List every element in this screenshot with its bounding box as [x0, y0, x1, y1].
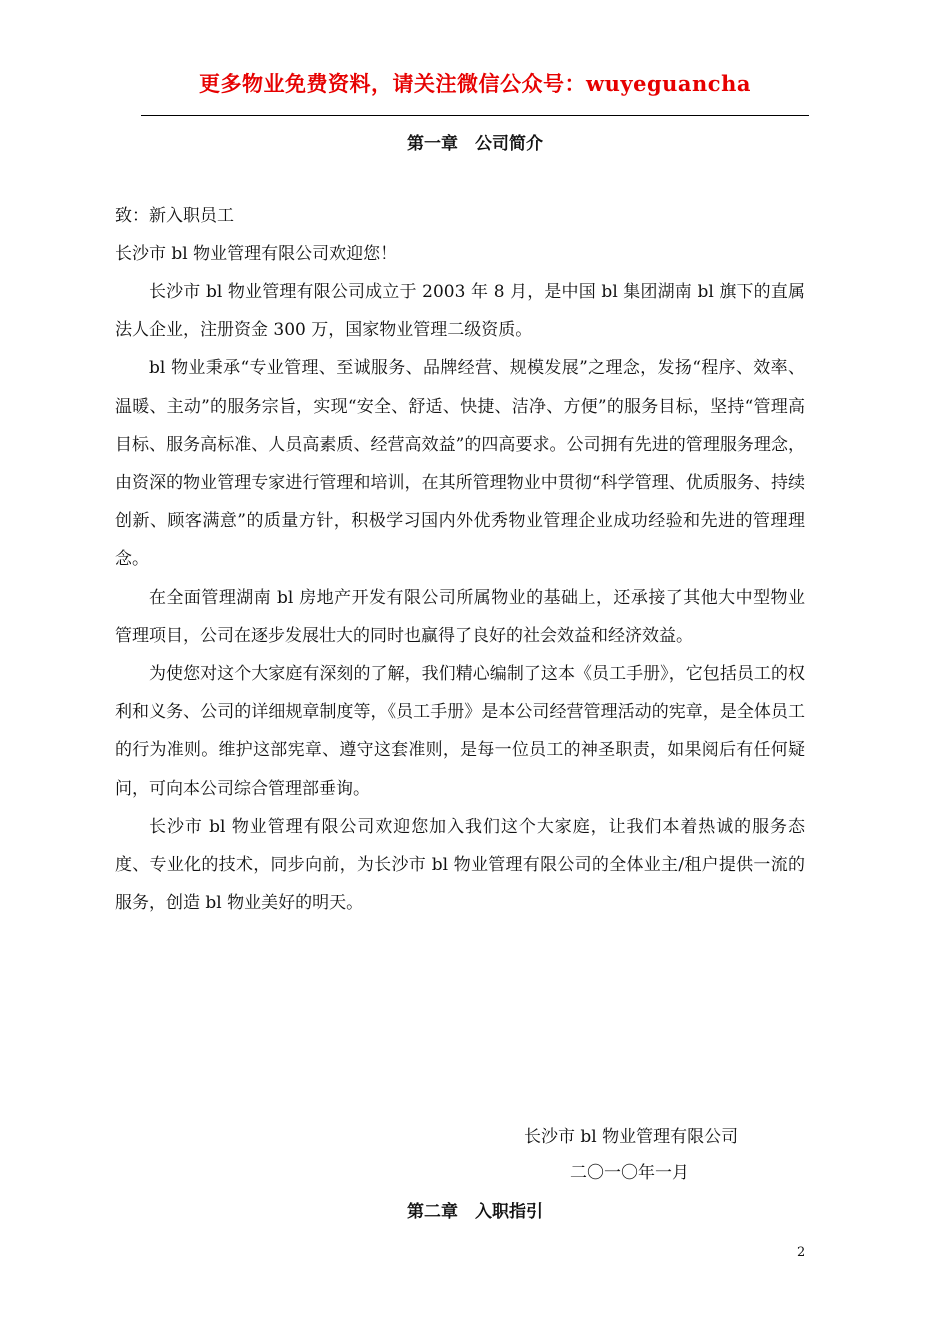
promo-banner: 更多物业免费资料，请关注微信公众号：wuyeguancha — [199, 71, 751, 96]
chapter-2-title: 第二章 入职指引 — [407, 1202, 543, 1222]
signature-date: 二〇一〇年一月 — [570, 1163, 689, 1183]
paragraph-company-intro: 长沙市 bl 物业管理有限公司成立于 2003 年 8 月，是中国 bl 集团湖南 bl 旗下的直属法人企业，注册资金 300 万，国家物业管理二级资质。 — [115, 282, 805, 341]
greeting-addressee: 致：新入职员工 — [115, 206, 234, 226]
paragraph-welcome-closing: 长沙市 bl 物业管理有限公司欢迎您加入我们这个大家庭，让我们本着热诚的服务态度、专业化的技术，同步向前，为长沙市 bl 物业管理有限公司的全体业主/租户提供一流的服务，创造 bl 物业美好的明天。 — [115, 816, 805, 914]
paragraph-handbook: 为使您对这个大家庭有深刻的了解，我们精心编制了这本《员工手册》，它包括员工的权利和义务、公司的详细规章制度等，《员工手册》是本公司经营管理活动的宪章，是全体员工的行为准则。维护这部宪章、遵守这套准则，是每一位员工的神圣职责，如果阅后有任何疑问，可向本公司综合管理部垂询。 — [115, 664, 805, 799]
paragraph-philosophy: bl 物业秉承“专业管理、至诚服务、品牌经营、规模发展”之理念，发扬“程序、效率、温暖、主动”的服务宗旨，实现“安全、舒适、快捷、洁净、方便”的服务目标，坚持“管理高目标、服务高标准、人员高素质、经营高效益”的四高要求。公司拥有先进的管理服务理念，由资深的物业管理专家进行管理和培训，在其所管理物业中贯彻“科学管理、优质服务、持续创新、顾客满意”的质量方针，积极学习国内外优秀物业管理企业成功经验和先进的管理理念。 — [115, 358, 805, 570]
page-number: 2 — [797, 1245, 806, 1260]
greeting-welcome: 长沙市 bl 物业管理有限公司欢迎您！ — [115, 244, 398, 264]
chapter-1-title: 第一章 公司简介 — [407, 134, 543, 154]
body-text — [115, 273, 805, 922]
header-rule — [141, 115, 809, 116]
paragraph-projects: 在全面管理湖南 bl 房地产开发有限公司所属物业的基础上，还承接了其他大中型物业管理项目，公司在逐步发展壮大的同时也赢得了良好的社会效益和经济效益。 — [115, 587, 805, 646]
signature-company: 长沙市 bl 物业管理有限公司 — [524, 1127, 739, 1147]
